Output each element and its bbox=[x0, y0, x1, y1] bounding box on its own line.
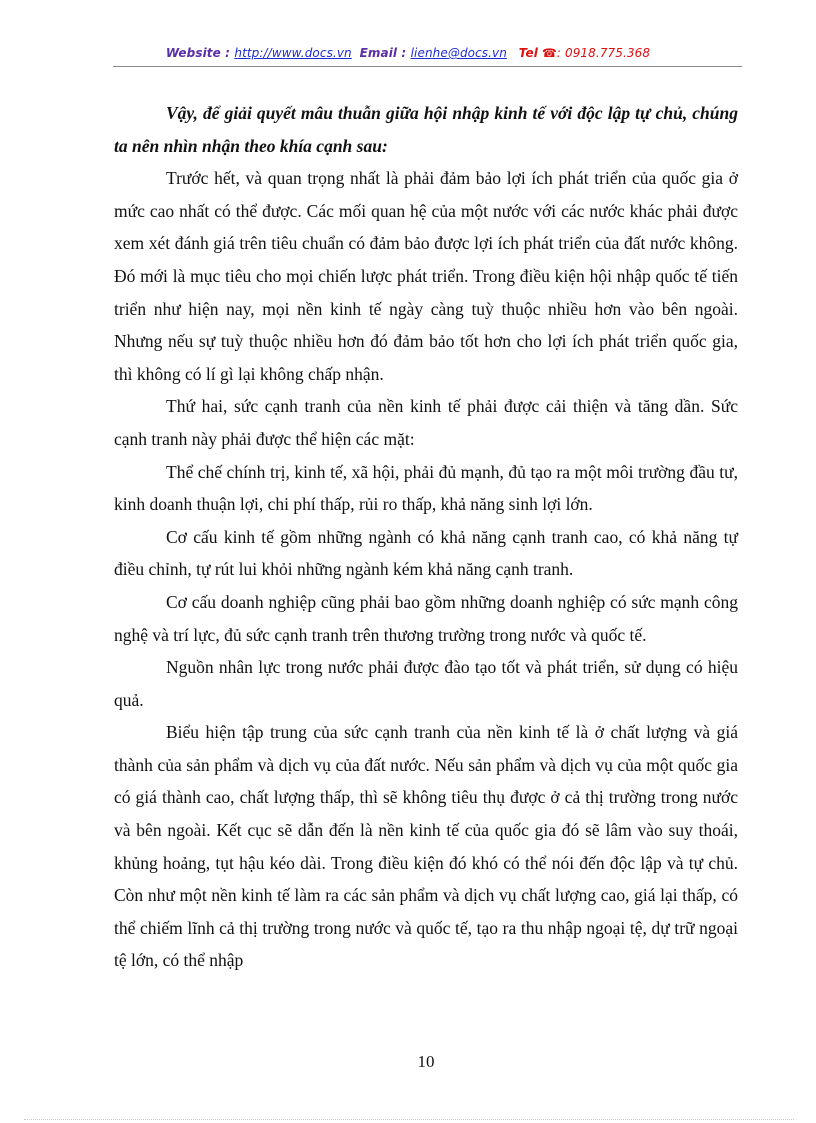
page-bottom-divider bbox=[24, 1119, 794, 1120]
page-number: 10 bbox=[417, 1052, 435, 1071]
email-link[interactable]: lienhe@docs.vn bbox=[410, 46, 507, 60]
website-separator: : bbox=[220, 46, 235, 60]
paragraph: Nguồn nhân lực trong nước phải được đào tạo tốt và phát triển, sử dụng có hiệu quả. bbox=[114, 657, 738, 710]
document-body bbox=[114, 97, 738, 977]
email-label: Email bbox=[359, 46, 398, 60]
paragraph: Cơ cấu doanh nghiệp cũng phải bao gồm những doanh nghiệp có sức mạnh công nghệ và trí lực, đủ sức cạnh tranh trên thương trường trong nước và quốc tế. bbox=[114, 591, 738, 645]
section-heading: Vậy, để giải quyết mâu thuẫn giữa hội nhập kinh tế với độc lập tự chủ, chúng ta nên nhìn nhận theo khía cạnh sau: bbox=[114, 103, 738, 156]
page-header bbox=[0, 46, 816, 60]
email-separator: : bbox=[397, 46, 411, 60]
phone-number: : 0918.775.368 bbox=[556, 46, 651, 60]
paragraph: Thể chế chính trị, kinh tế, xã hội, phải đủ mạnh, đủ tạo ra một môi trường đầu tư, kinh doanh thuận lợi, chi phí thấp, rủi ro thấp, khả năng sinh lợi lớn. bbox=[114, 461, 738, 515]
paragraph: Biểu hiện tập trung của sức cạnh tranh của nền kinh tế là ở chất lượng và giá thành của sản phẩm và dịch vụ của đất nước. Nếu sản phẩm và dịch vụ của một quốc gia có giá thành cao, chất lượng thấp, thì sẽ không tiêu thụ được ở cả thị trường trong nước và bên ngoài. Kết cục sẽ dẫn đến là nền kinh tế của quốc gia đó sẽ lâm vào suy thoái, khủng hoảng, tụt hậu kéo dài. Trong điều kiện đó khó có thể nói đến độc lập và tự chủ. Còn như một nền kinh tế làm ra các sản phẩm và dịch vụ chất lượng cao, giá lại thấp, có thể chiếm lĩnh cả thị trường trong nước và quốc tế, tạo ra thu nhập ngoại tệ, dự trữ ngoại tệ lớn, có thể nhập bbox=[114, 722, 738, 971]
tel-label: Tel bbox=[518, 46, 538, 60]
paragraph: Thứ hai, sức cạnh tranh của nền kinh tế phải được cải thiện và tăng dần. Sức cạnh tranh này phải được thể hiện các mặt: bbox=[114, 396, 738, 449]
paragraph: Trước hết, và quan trọng nhất là phải đảm bảo lợi ích phát triển của quốc gia ở mức cao nhất có thể được. Các mối quan hệ của một nước với các nước khác phải được xem xét đánh giá trên tiêu chuẩn có đảm bảo được lợi ích phát triển của đất nước không. Đó mới là mục tiêu cho mọi chiến lược phát triển. Trong điều kiện hội nhập quốc tế tiến triển như hiện nay, mọi nền kinh tế ngày càng tuỳ thuộc nhiều hơn vào bên ngoài. Nhưng nếu sự tuỳ thuộc nhiều hơn đó đảm bảo tốt hơn cho lợi ích phát triển quốc gia, thì không có lí gì lại không chấp nhận. bbox=[114, 168, 738, 384]
website-label: Website bbox=[165, 46, 221, 60]
telephone-icon: ☎ bbox=[541, 46, 557, 60]
website-link[interactable]: http://www.docs.vn bbox=[234, 46, 352, 60]
header-divider bbox=[113, 66, 742, 67]
paragraph: Cơ cấu kinh tế gồm những ngành có khả năng cạnh tranh cao, có khả năng tự điều chỉnh, tự rút lui khỏi những ngành kém khả năng cạnh tranh. bbox=[114, 526, 738, 580]
